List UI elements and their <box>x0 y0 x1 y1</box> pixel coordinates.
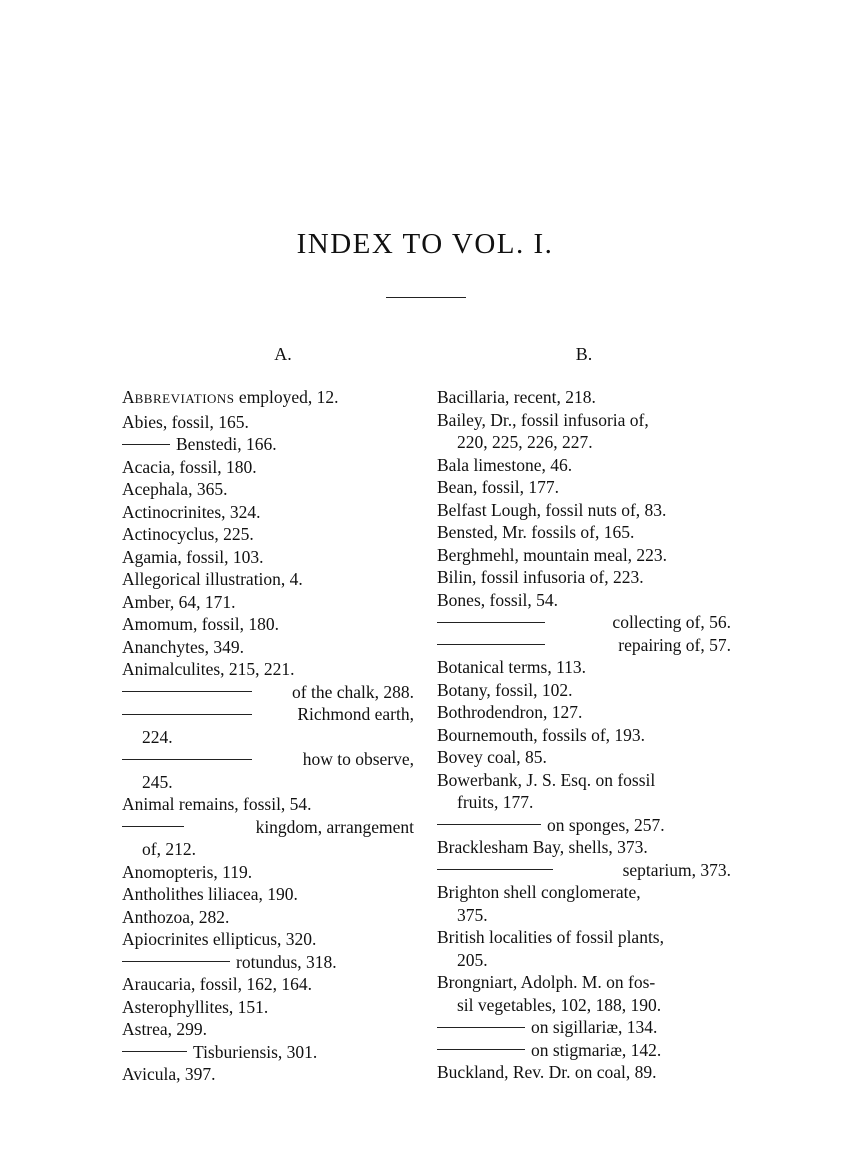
entry-text: fruits, 177. <box>457 792 534 812</box>
index-entry <box>437 499 731 522</box>
entry-text: Bala limestone, 46. <box>437 454 573 475</box>
entry-text: Acephala, 365. <box>122 479 228 499</box>
index-subentry <box>437 1016 731 1039</box>
index-entry <box>122 613 414 636</box>
entry-text: Amomum, fossil, 180. <box>122 614 280 634</box>
index-entry <box>437 746 731 769</box>
index-subentry <box>122 748 414 771</box>
index-entry <box>122 793 414 816</box>
index-entry <box>122 523 414 546</box>
ditto-rule <box>437 824 541 825</box>
entry-text: how to observe, <box>302 749 414 769</box>
entry-text: septarium, 373. <box>622 859 731 880</box>
entry-text: Asterophyllites, 151. <box>122 996 269 1017</box>
index-entry <box>122 546 414 569</box>
entry-text: Antholithes liliacea, 190. <box>122 884 298 904</box>
entry-text: of the chalk, 288. <box>292 681 414 702</box>
entry-text: 205. <box>457 949 488 970</box>
ditto-rule <box>437 869 553 870</box>
ditto-rule <box>437 1027 525 1028</box>
entry-text: Richmond earth, <box>297 704 414 724</box>
index-entry <box>437 386 731 409</box>
ditto-rule <box>122 1051 187 1052</box>
ditto-rule <box>437 622 545 623</box>
ditto-rule <box>122 714 252 715</box>
entry-text: Ananchytes, 349. <box>122 636 244 657</box>
entry-continuation <box>437 791 731 814</box>
index-entry <box>437 724 731 747</box>
entry-text: employed, 12. <box>234 387 339 407</box>
index-entry <box>122 973 414 996</box>
entry-continuation <box>437 949 731 972</box>
entry-text: Anthozoa, 282. <box>122 906 230 927</box>
entry-continuation <box>437 994 731 1017</box>
entry-text: kingdom, arrangement <box>255 816 414 837</box>
entry-text: Buckland, Rev. Dr. on coal, 89. <box>437 1062 657 1082</box>
ditto-rule <box>437 644 545 645</box>
entry-text: Belfast Lough, fossil nuts of, 83. <box>437 499 667 520</box>
index-subentry <box>437 611 731 634</box>
entry-continuation <box>437 431 731 454</box>
index-entry <box>437 521 731 544</box>
index-entry <box>437 544 731 567</box>
entry-text: repairing of, 57. <box>618 634 731 655</box>
entry-text: Bacillaria, recent, 218. <box>437 387 596 407</box>
entry-text: Bean, fossil, 177. <box>437 477 560 497</box>
ditto-rule <box>122 826 184 827</box>
index-subentry <box>437 634 731 657</box>
entry-text: Abies, fossil, 165. <box>122 411 249 432</box>
index-entry <box>437 971 731 994</box>
index-entry <box>122 568 414 591</box>
entry-text: Bensted, Mr. fossils of, 165. <box>437 522 635 542</box>
ditto-rule <box>122 691 252 692</box>
index-entry <box>437 589 731 612</box>
index-entry <box>437 454 731 477</box>
index-entry <box>437 656 731 679</box>
entry-text: 220, 225, 226, 227. <box>457 432 593 452</box>
entry-text: Agamia, fossil, 103. <box>122 546 264 567</box>
index-entry <box>122 906 414 929</box>
entry-text: Brighton shell conglomerate, <box>437 882 641 902</box>
entry-text: on sigillariæ, 134. <box>531 1017 658 1037</box>
index-entry <box>437 769 731 792</box>
entry-text: Avicula, 397. <box>122 1064 216 1084</box>
title-rule <box>386 297 466 298</box>
section-letter-b: B. <box>575 344 593 364</box>
index-entry <box>437 926 731 949</box>
index-entry <box>437 566 731 589</box>
entry-text: Botany, fossil, 102. <box>437 679 573 700</box>
entry-text: Bovey coal, 85. <box>437 747 547 767</box>
entry-text: on stigmariæ, 142. <box>531 1039 662 1060</box>
index-entry <box>122 591 414 614</box>
entry-text: 224. <box>142 726 173 747</box>
index-subentry <box>437 1039 731 1062</box>
index-entry <box>122 928 414 951</box>
entry-text: Actinocrinites, 324. <box>122 501 261 522</box>
entry-text: Bowerbank, J. S. Esq. on fossil <box>437 769 656 790</box>
index-entry <box>122 386 414 411</box>
entry-text: Astrea, 299. <box>122 1019 208 1039</box>
index-entry <box>122 996 414 1019</box>
entry-text: Animalculites, 215, 221. <box>122 659 295 679</box>
entry-text: collecting of, 56. <box>612 612 731 632</box>
entry-text: Tisburiensis, 301. <box>193 1041 318 1062</box>
index-entry <box>122 456 414 479</box>
entry-text: British localities of fossil plants, <box>437 927 664 947</box>
entry-smallcaps: BBREVIATIONS <box>134 391 235 406</box>
entry-text: sil vegetables, 102, 188, 190. <box>457 994 662 1015</box>
index-subentry <box>122 433 414 456</box>
entry-text: Benstedi, 166. <box>176 434 277 454</box>
entry-text: of, 212. <box>142 839 196 859</box>
entry-text: Bothrodendron, 127. <box>437 702 583 722</box>
index-entry <box>122 861 414 884</box>
entry-text: Bracklesham Bay, shells, 373. <box>437 837 648 857</box>
index-entry <box>122 1063 414 1086</box>
entry-list-b <box>437 386 731 1084</box>
index-column-a <box>122 340 414 1086</box>
entry-text: Acacia, fossil, 180. <box>122 456 257 477</box>
entry-text: Berghmehl, mountain meal, 223. <box>437 544 668 565</box>
entry-text: on sponges, 257. <box>547 814 665 835</box>
entry-continuation <box>122 838 414 861</box>
index-entry <box>437 409 731 432</box>
section-letter-a: A. <box>274 344 292 364</box>
ditto-rule <box>437 1049 525 1050</box>
index-subentry <box>437 859 731 882</box>
entry-text: Amber, 64, 171. <box>122 591 236 612</box>
entry-continuation <box>122 726 414 749</box>
entry-text: Animal remains, fossil, 54. <box>122 794 312 814</box>
entry-continuation <box>437 904 731 927</box>
index-entry <box>122 478 414 501</box>
entry-text: Bilin, fossil infusoria of, 223. <box>437 567 644 587</box>
index-entry <box>122 1018 414 1041</box>
index-subentry <box>437 814 731 837</box>
index-entry <box>122 883 414 906</box>
index-entry <box>437 701 731 724</box>
index-entry <box>437 1061 731 1084</box>
entry-continuation <box>122 771 414 794</box>
index-subentry <box>122 1041 414 1064</box>
entry-text: Brongniart, Adolph. M. on fos- <box>437 972 656 992</box>
index-subentry <box>122 816 414 839</box>
index-entry <box>437 836 731 859</box>
page-title: INDEX TO VOL. I. <box>296 228 554 260</box>
entry-list-a <box>122 386 414 1086</box>
entry-text: 375. <box>457 904 488 925</box>
index-entry <box>122 501 414 524</box>
ditto-rule <box>122 444 170 445</box>
index-entry <box>437 476 731 499</box>
ditto-rule <box>122 961 230 962</box>
index-column-b <box>437 340 731 1084</box>
entry-text: Actinocyclus, 225. <box>122 524 254 544</box>
entry-text: 245. <box>142 771 173 792</box>
index-entry <box>122 411 414 434</box>
entry-text: Botanical terms, 113. <box>437 657 587 677</box>
ditto-rule <box>122 759 252 760</box>
index-subentry <box>122 681 414 704</box>
index-subentry <box>122 703 414 726</box>
entry-text: Allegorical illustration, 4. <box>122 569 303 589</box>
entry-text: Bournemouth, fossils of, 193. <box>437 724 646 745</box>
entry-text: Anomopteris, 119. <box>122 861 253 882</box>
entry-text: Bones, fossil, 54. <box>437 589 559 610</box>
entry-text: Bailey, Dr., fossil infusoria of, <box>437 409 649 430</box>
entry-initial: A <box>122 387 135 407</box>
entry-text: rotundus, 318. <box>236 951 337 972</box>
index-subentry <box>122 951 414 974</box>
entry-text: Apiocrinites ellipticus, 320. <box>122 929 317 949</box>
index-entry <box>437 881 731 904</box>
index-entry <box>122 658 414 681</box>
index-entry <box>437 679 731 702</box>
index-entry <box>122 636 414 659</box>
entry-text: Araucaria, fossil, 162, 164. <box>122 974 313 994</box>
